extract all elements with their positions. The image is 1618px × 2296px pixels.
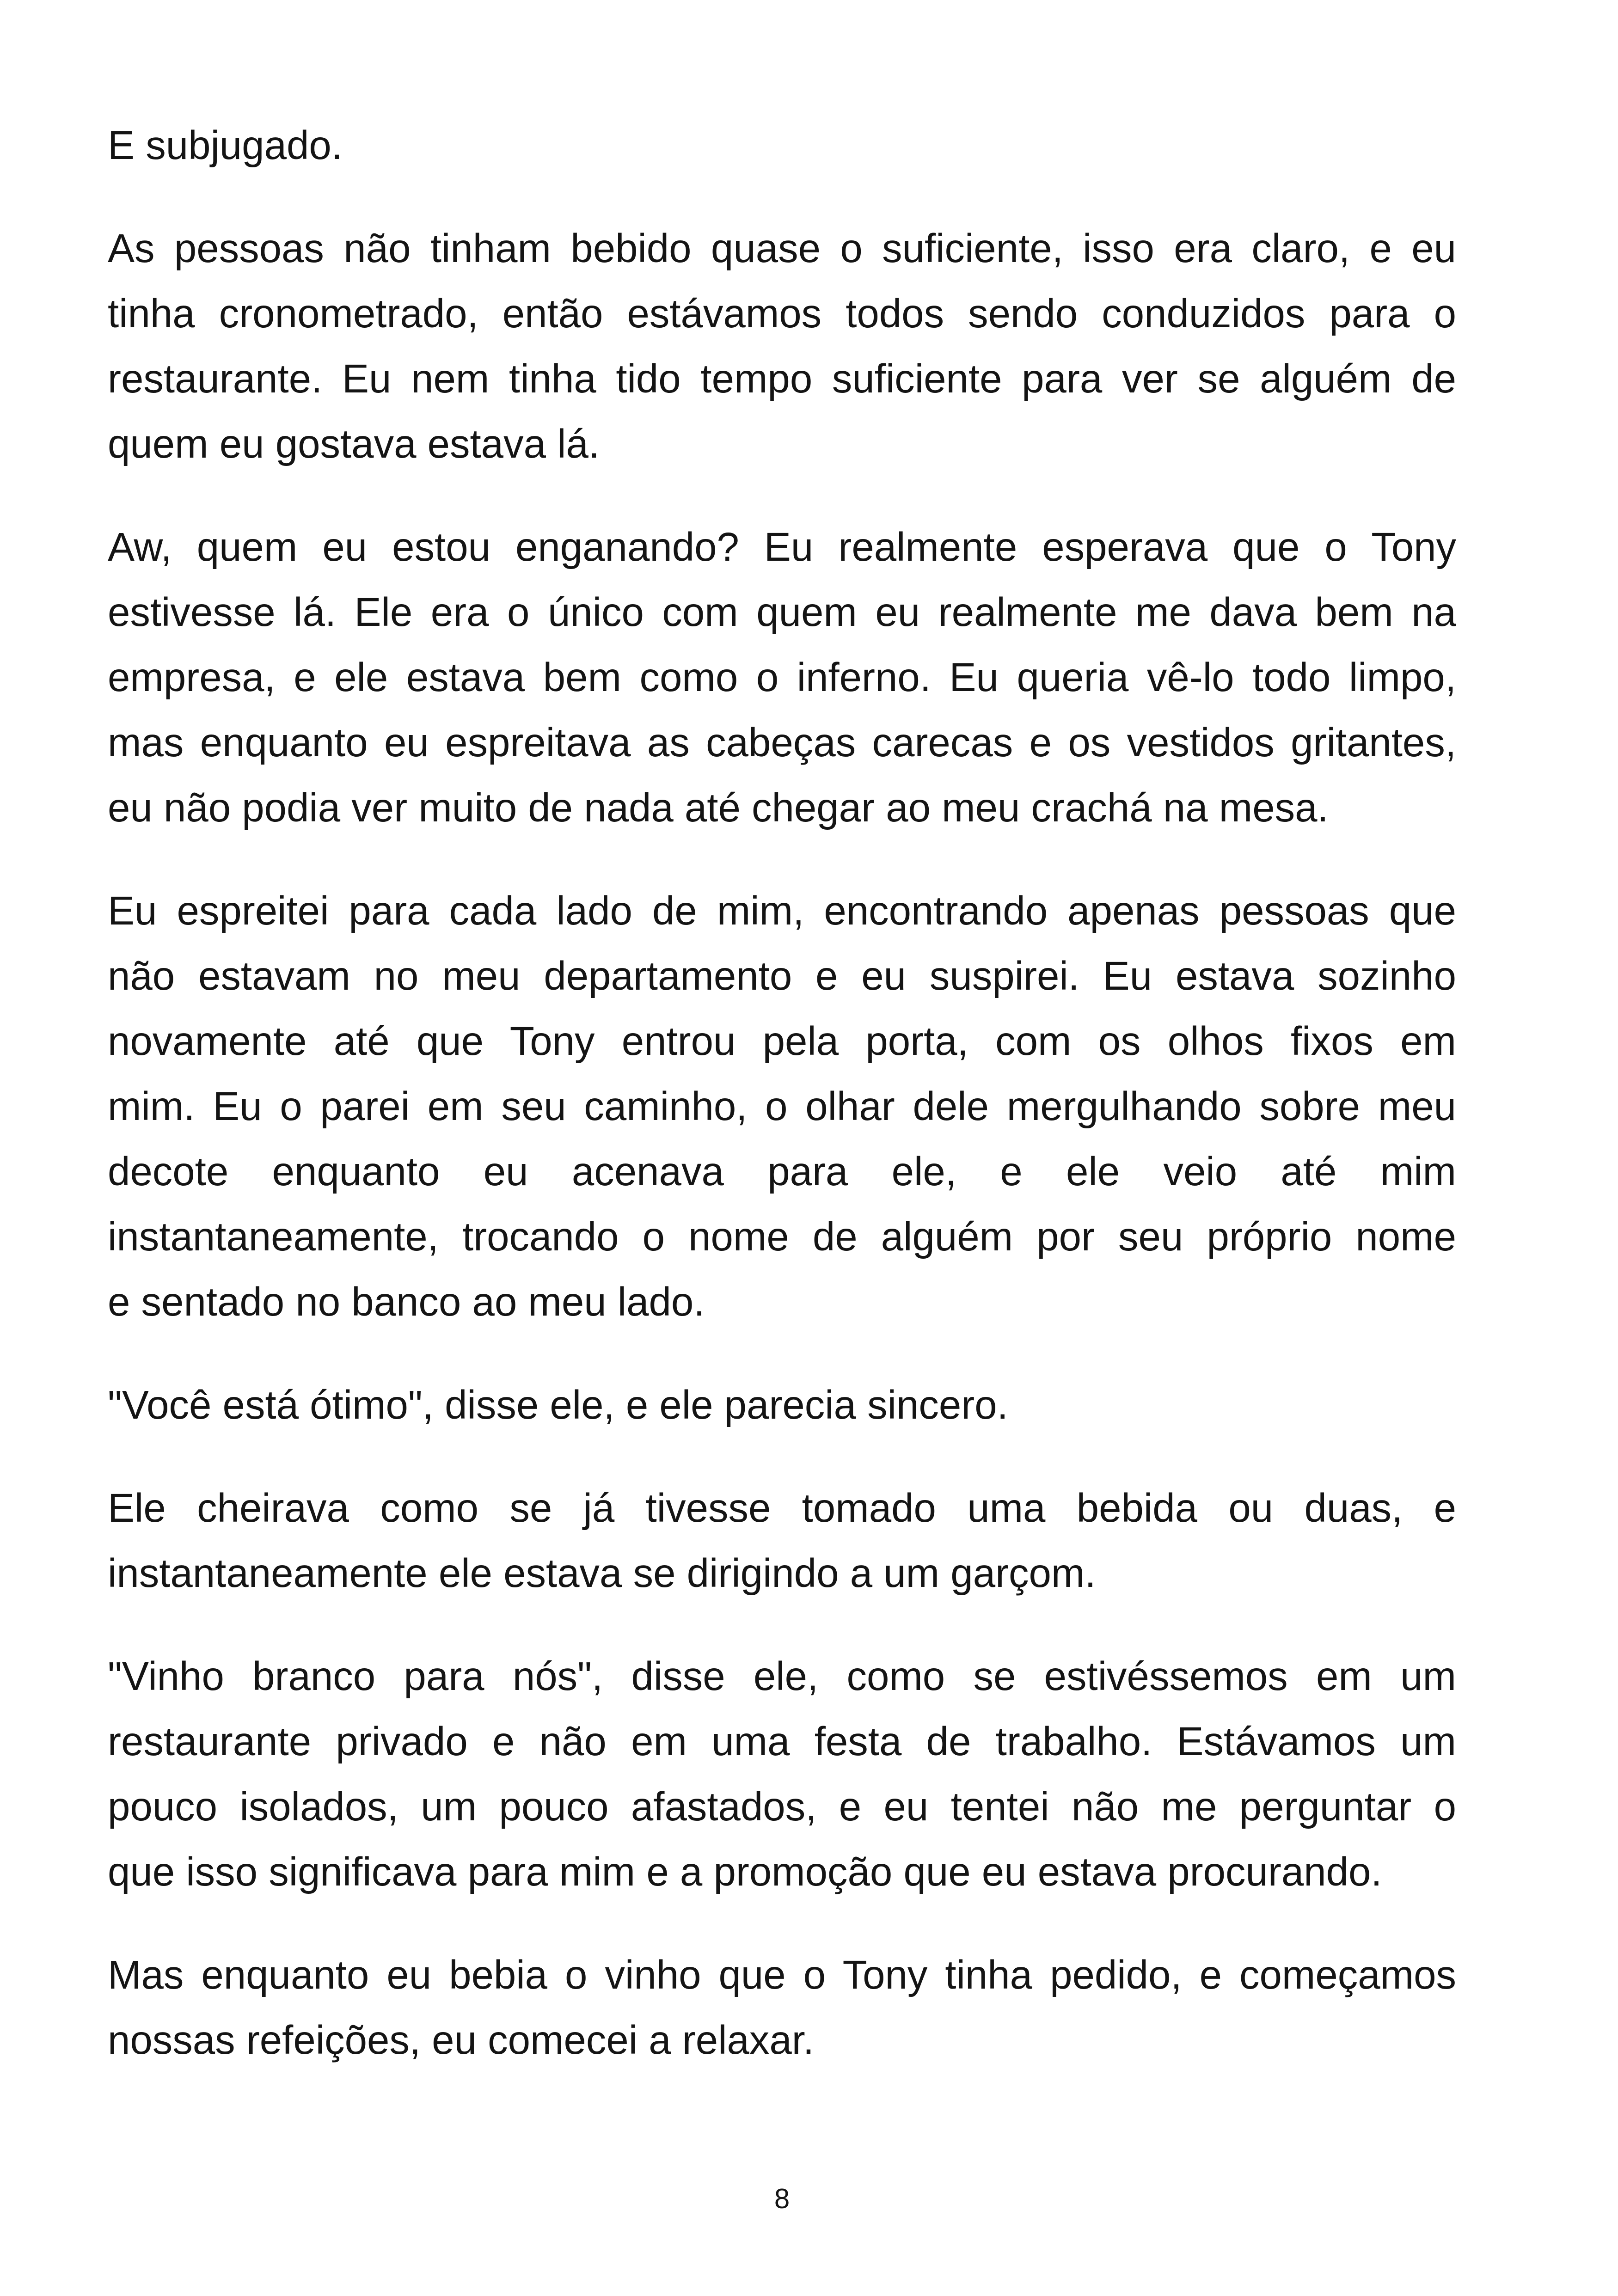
text-line: novamente até que Tony entrou pela porta, com os olhos fixos em [108, 1019, 1456, 1064]
text-line: Ele cheirava como se já tivesse tomado uma bebida ou duas, e [108, 1486, 1456, 1531]
paragraph-4 [108, 878, 1456, 1335]
text-line: nossas refeições, eu comecei a relaxar. [108, 2018, 815, 2063]
text-line: Eu espreitei para cada lado de mim, encontrando apenas pessoas que [108, 888, 1456, 933]
text-line: eu não podia ver muito de nada até chegar ao meu crachá na mesa. [108, 785, 1329, 830]
text-line: As pessoas não tinham bebido quase o suficiente, isso era claro, e eu [108, 226, 1456, 271]
page-number: 8 [774, 2183, 790, 2214]
text-line: instantaneamente ele estava se dirigindo a um garçom. [108, 1551, 1096, 1596]
text-line: tinha cronometrado, então estávamos todos sendo conduzidos para o [108, 291, 1456, 336]
text-line: empresa, e ele estava bem como o inferno. Eu queria vê-lo todo limpo, [108, 655, 1456, 700]
paragraph-5 [108, 1372, 1456, 1438]
text-line: mas enquanto eu espreitava as cabeças carecas e os vestidos gritantes, [108, 720, 1456, 765]
text-line: Aw, quem eu estou enganando? Eu realmente esperava que o Tony [108, 525, 1456, 569]
text-line: quem eu gostava estava lá. [108, 422, 600, 466]
text-line: "Você está ótimo", disse ele, e ele parecia sincero. [108, 1383, 1008, 1427]
paragraph-7 [108, 1644, 1456, 1904]
paragraph-1 [108, 113, 1456, 178]
text-line: restaurante. Eu nem tinha tido tempo suficiente para ver se alguém de [108, 356, 1456, 401]
text-line: Mas enquanto eu bebia o vinho que o Tony tinha pedido, e começamos [108, 1953, 1456, 1997]
paragraph-8 [108, 1942, 1456, 2073]
text-line: pouco isolados, um pouco afastados, e eu tentei não me perguntar o [108, 1784, 1456, 1829]
paragraph-3 [108, 514, 1456, 840]
text-line: instantaneamente, trocando o nome de alguém por seu próprio nome [108, 1214, 1456, 1259]
text-line: e sentado no banco ao meu lado. [108, 1280, 705, 1324]
text-line: não estavam no meu departamento e eu suspirei. Eu estava sozinho [108, 954, 1456, 998]
paragraph-2 [108, 216, 1456, 477]
text-line: decote enquanto eu acenava para ele, e ele veio até mim [108, 1149, 1456, 1194]
text-line: "Vinho branco para nós", disse ele, como se estivéssemos em um [108, 1654, 1456, 1699]
text-line: que isso significava para mim e a promoção que eu estava procurando. [108, 1849, 1382, 1894]
text-line: estivesse lá. Ele era o único com quem eu realmente me dava bem na [108, 590, 1456, 635]
text-line: restaurante privado e não em uma festa de trabalho. Estávamos um [108, 1719, 1456, 1764]
text-line: mim. Eu o parei em seu caminho, o olhar dele mergulhando sobre meu [108, 1084, 1456, 1129]
body-text [108, 113, 1456, 2111]
text-line: E subjugado. [108, 123, 343, 168]
paragraph-6 [108, 1476, 1456, 1606]
